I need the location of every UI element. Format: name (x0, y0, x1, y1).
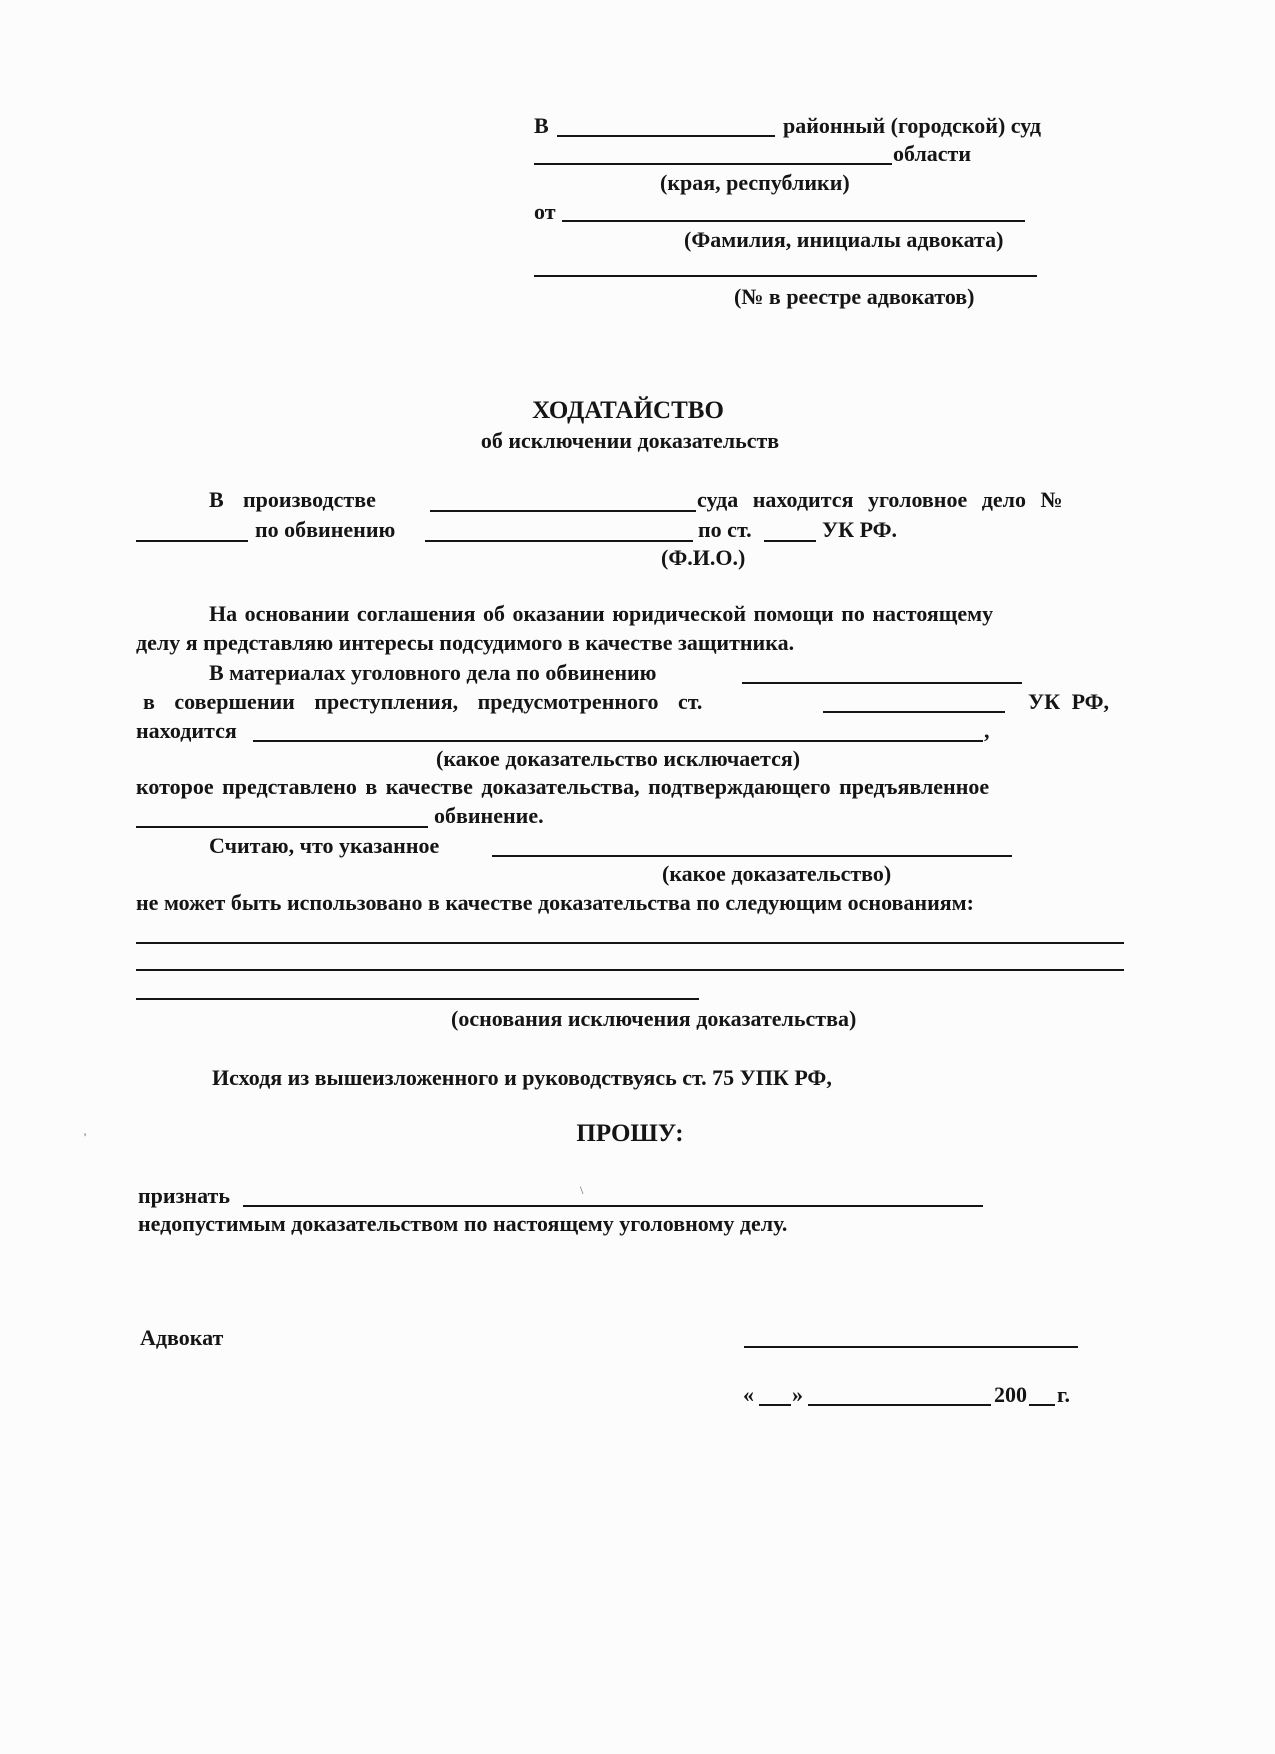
grounds-blank-1 (136, 942, 1124, 944)
p4-line1: которое представлено в качестве доказательства, подтверждающего предъявленное (136, 774, 990, 799)
fio-caption: (Ф.И.О.) (661, 545, 746, 570)
charge-blank (136, 826, 428, 828)
p3-line2-a: в совершении преступления, предусмотренного ст. (143, 689, 703, 714)
which-evidence-blank (492, 855, 1012, 857)
lawyer-name-blank (562, 220, 1025, 222)
article-blank (764, 540, 816, 542)
p3-defendant-blank (742, 682, 1022, 684)
p3-article-blank (823, 711, 1005, 713)
court-suffix: районный (городской) суд (783, 113, 1041, 138)
which-evidence-caption: (какое доказательство) (662, 861, 892, 886)
region-caption: (края, республики) (660, 170, 850, 195)
defendant-name-blank (425, 540, 693, 542)
request-heading: ПРОШУ: (576, 1120, 684, 1147)
p4-line2: обвинение. (434, 803, 544, 828)
grounds-blank-3 (136, 998, 699, 1000)
document-title: ХОДАТАЙСТВО (532, 397, 724, 424)
p3-line1: В материалах уголовного дела по обвинению (209, 660, 657, 685)
from-prefix: от (534, 199, 556, 224)
p1-word2: производстве (243, 487, 376, 512)
p1-line2-end: УК РФ. (822, 517, 898, 542)
p1-after-court: суда находится уголовное дело № (697, 487, 1063, 512)
grounds-blank-2 (136, 969, 1124, 971)
recognize-label: признать (138, 1183, 230, 1208)
scan-speck: ' (84, 1130, 87, 1144)
p3-line3-end: , (984, 718, 990, 743)
day-blank (759, 1404, 791, 1406)
p1-line2-mid: по обвинению (255, 517, 396, 542)
year-blank (1029, 1404, 1055, 1406)
court-blank (430, 510, 696, 512)
p3-line2-b: УК РФ, (1028, 689, 1110, 714)
lawyer-label: Адвокат (140, 1325, 224, 1350)
evidence-caption: (какое доказательство исключается) (436, 746, 801, 771)
recognize-blank (243, 1205, 983, 1207)
year-prefix: 200 (994, 1382, 1027, 1407)
month-blank (808, 1404, 991, 1406)
p3-line3: находится (136, 718, 237, 743)
region-blank (534, 163, 892, 165)
date-close-quote: » (792, 1382, 803, 1407)
registry-caption: (№ в реестре адвокатов) (734, 284, 975, 309)
p5-line1: Считаю, что указанное (209, 833, 440, 858)
grounds-caption: (основания исключения доказательства) (451, 1006, 857, 1031)
evidence-blank (253, 740, 983, 742)
case-number-blank (136, 540, 248, 542)
court-name-blank (557, 135, 775, 137)
document-subtitle: об исключении доказательств (480, 428, 780, 453)
p2-line1: На основании соглашения об оказании юридической помощи по настоящему (209, 601, 994, 626)
signature-blank (744, 1346, 1078, 1348)
region-suffix: области (893, 141, 972, 166)
p1-word1: В (209, 487, 224, 512)
date-open-quote: « (743, 1382, 754, 1407)
scan-speck: \ (580, 1183, 584, 1197)
registry-number-blank (534, 275, 1037, 277)
p6-line1: не может быть использовано в качестве доказательства по следующим основаниям: (136, 890, 974, 915)
court-prefix: В (534, 113, 549, 138)
p7-line: Исходя из вышеизложенного и руководствуясь ст. 75 УПК РФ, (212, 1065, 832, 1090)
lawyer-caption: (Фамилия, инициалы адвоката) (684, 227, 1004, 252)
p2-line2: делу я представляю интересы подсудимого в качестве защитника. (136, 630, 795, 655)
year-suffix: г. (1057, 1382, 1071, 1407)
p1-line2-article: по ст. (698, 517, 752, 542)
inadmissible-line: недопустимым доказательством по настоящему уголовному делу. (138, 1211, 788, 1236)
